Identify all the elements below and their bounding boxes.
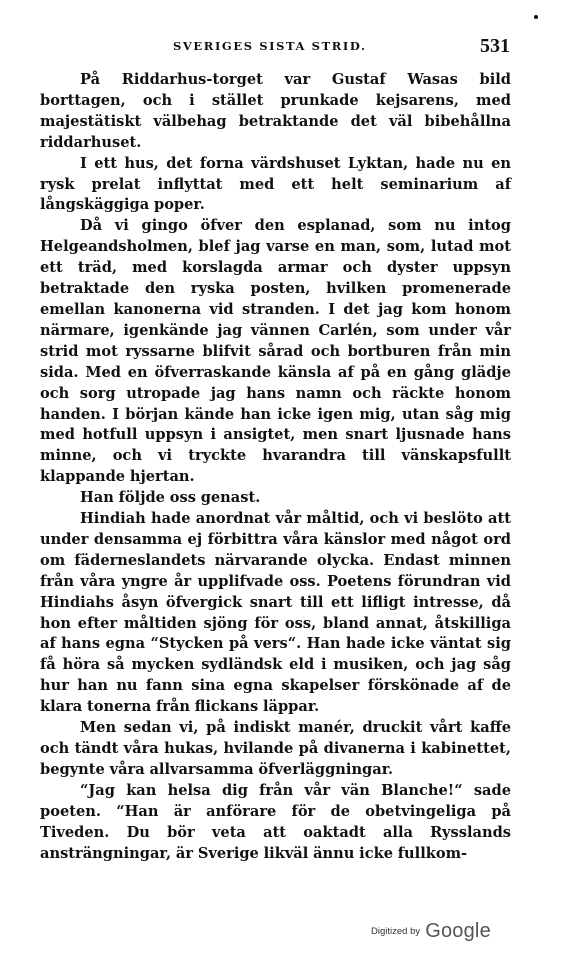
running-title: SVERIGES SISTA STRID.	[173, 39, 367, 53]
paragraph: Hindiah hade anordnat vår måltid, och vi beslöto att under densamma ej förbittra våra känslor med något ord om fäderneslandets närvarande olycka. Endast minnen från våra yngre år upplifvade oss. Poetens förundran vid Hindiahs åsyn öfvergick snart till ett lifligt intresse, då hon efter måltiden sjöng för oss, bland annat, åtskilliga af hans egna “Stycken på vers“. Han hade icke väntat sig få höra så mycken sydländsk eld i musiken, och jag såg hur han nu fann sina egna skapelser förskönade af de klara tonerna från flickans läppar.	[40, 510, 511, 716]
paragraph: På Riddarhus-torget var Gustaf Wasas bild borttagen, och i stället prunkade kejsarens, med majestätiskt välbehag betraktande det väl bibehållna riddarhuset.	[40, 71, 511, 151]
ink-speck	[534, 15, 538, 19]
google-logo: Google	[425, 920, 491, 942]
paragraph: Då vi gingo öfver den esplanad, som nu intog Helgeandsholmen, blef jag varse en man, som, lutad mot ett träd, med korslagda armar och dyster uppsyn betraktade den ryska posten, hvilken promenerade emellan kanonerna vid stranden. I det jag kom honom närmare, igenkände jag vännen Carlén, som under vår strid mot ryssarne blifvit sårad och bortburen från min sida. Med en öfverraskande känsla af på en gång glädje och sorg utropade jag hans namn och räckte honom handen. I början kände han icke igen mig, utan såg mig med hotfull uppsyn i ansigtet, men snart ljusnade hans minne, och vi tryckte hvarandra till vänskapsfullt klappande hjertan.	[40, 217, 511, 486]
body-text	[40, 70, 511, 864]
running-header	[40, 35, 510, 60]
paragraph: Men sedan vi, på indiskt manér, druckit vårt kaffe och tändt våra hukas, hvilande på divanerna i kabinettet, begynte våra allvarsamma öfverläggningar.	[40, 719, 511, 778]
digitized-by-google-watermark	[371, 920, 491, 948]
paragraph: “Jag kan helsa dig från vår vän Blanche!“ sade poeten. “Han är anförare för de obetvingeliga på Tiveden. Du bör veta att oaktadt alla Rysslands ansträngningar, är Sverige likväl ännu icke fullkom-	[40, 781, 511, 862]
page-number: 531	[480, 35, 510, 57]
digitized-by-label: Digitized by	[371, 926, 421, 937]
paragraph: Han följde oss genast.	[80, 489, 261, 507]
paragraph: I ett hus, det forna värdshuset Lyktan, hade nu en rysk prelat inflyttat med ett helt seminarium af långskäggiga poper.	[40, 154, 511, 214]
